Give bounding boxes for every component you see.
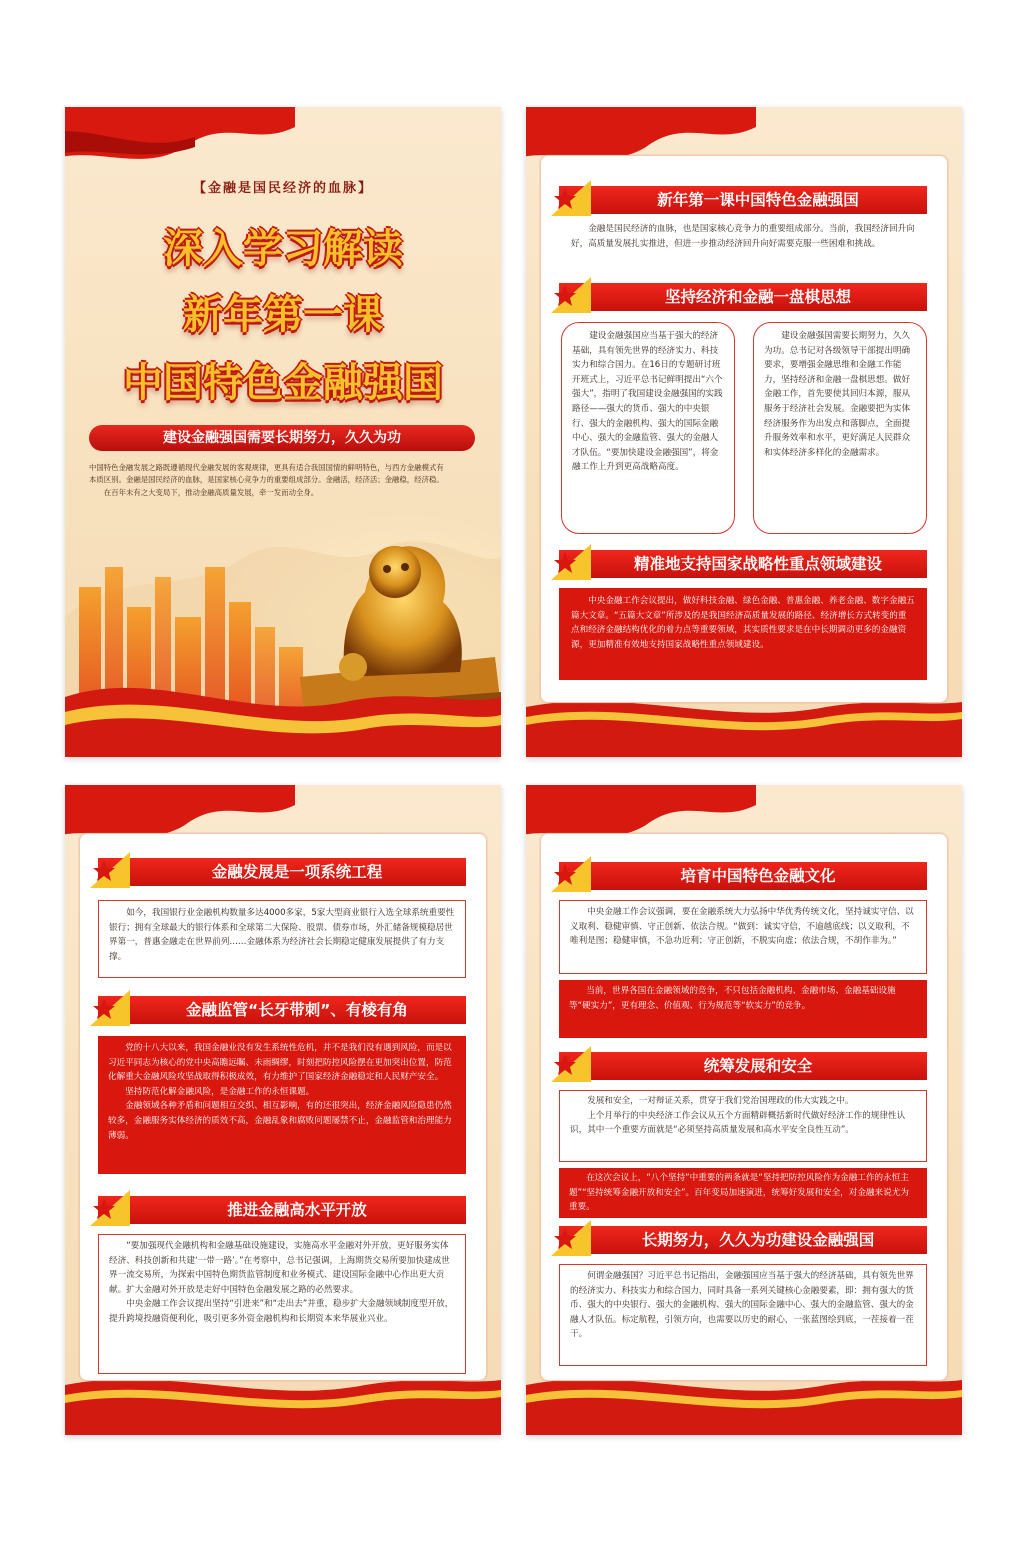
white-text-box [559, 900, 927, 974]
section-text: 金融是国民经济的血脉，也是国家核心竞争力的重要组成部分。当前，我国经济回升向好，高质量发展扎实推进，但进一步推动经济回升向好需要克服一些困难和挑战。 [571, 224, 915, 249]
section-title: 统筹发展和安全 [703, 1057, 813, 1075]
section-text: 中央金融工作会议强调，要在金融系统大力弘扬中华优秀传统文化，坚持诚实守信、以义取利、稳健审慎、守正创新、依法合规。“做到：诚实守信，不逾越底线；以义取利，不唯利是图；稳健审慎，不急功近利；守正创新，不脱实向虚；依法合规，不胡作非为。” [570, 907, 914, 947]
section-header [559, 186, 927, 214]
red-text-box [559, 588, 927, 680]
section-title: 坚持经济和金融一盘棋思想 [664, 288, 851, 306]
section-text: 建设金融强国需要长期努力，久久为功。总书记对各级领导干部提出明确要求，要增强金融思维和金融工作能力，坚持经济和金融一盘棋思想。做好金融工作，首先要使其回归本源，服从服务于经济社会发展。金融要把为实体经济服务作为出发点和落脚点，全面提升服务效率和水平，更好满足人民群众和实体经济多样化的金融需求。 [764, 331, 911, 458]
rounded-text-box [561, 322, 735, 534]
poster-page-3 [65, 785, 501, 1435]
city-skyline-lion-illustration [65, 507, 501, 757]
content-card [540, 155, 948, 703]
white-text-box [559, 1264, 927, 1366]
content-card [540, 833, 948, 1381]
section-text: 如今，我国银行业金融机构数量多达4000多家，5家大型商业银行入选全球系统重要性银行；拥有全球最大的银行体系和全球第二大保险、股票、债券市场，外汇储备规模稳居世界第一，普惠金融走在世界前列……金融体系为经济社会长期稳定健康发展提供了有力支撑。 [109, 908, 455, 962]
section-header [559, 862, 927, 890]
intro-line: 中国特色金融发展之路既遵循现代金融发展的客观规律，更具有适合我国国情的鲜明特色，与西方金融模式有 [89, 463, 444, 472]
section-text: 党的十八大以来，我国金融业没有发生系统性危机，并不是我们没有遇到风险，而是以习近平同志为核心的党中央高瞻远瞩、未雨绸缪，时刻把防控风险摆在更加突出位置，防范化解重大金融风险攻坚战取得积极成效，有力维护了国家经济金融稳定和人民财产安全。 [108, 1043, 452, 1083]
section-header [559, 1226, 927, 1254]
star-icon [551, 1220, 591, 1256]
star-icon [90, 1190, 130, 1226]
section-text: 何谓金融强国？习近平总书记指出，金融强国应当基于强大的经济基础，具有领先世界的经济实力、科技实力和综合国力，同时具备一系列关键核心金融要素，即：拥有强大的货币、强大的中央银行、强大的金融机构、强大的国际金融中心、强大的金融监管、强大的金融人才队伍。标定航程，引领方向，也需要以历史的耐心，一张蓝图绘到底，一茬接着一茬干。 [570, 1271, 914, 1340]
section-header [98, 996, 466, 1024]
star-icon [90, 852, 130, 888]
title-line-2: 新年第一课 [183, 292, 383, 338]
title-line-1: 深入学习解读 [163, 226, 403, 272]
intro-paragraph [89, 462, 477, 499]
poster-page-4 [526, 785, 962, 1435]
rounded-text-box [753, 322, 927, 534]
section-title: 精准地支持国家战略性重点领域建设 [633, 555, 882, 573]
star-icon [90, 990, 130, 1026]
tagline: 【金融是国民经济的血脉】 [192, 181, 373, 196]
red-text-box [559, 1168, 927, 1218]
section-title: 推进金融高水平开放 [227, 1201, 367, 1219]
section-header [559, 283, 927, 311]
section-title: 培育中国特色金融文化 [680, 867, 836, 885]
section-text: 建设金融强国应当基于强大的经济基础，具有领先世界的经济实力、科技实力和综合国力。在16日的专题研讨班开班式上，习近平总书记鲜明提出“六个强大”，指明了我国建设金融强国的实践路径——强大的货币、强大的中央银行、强大的金融机构、强大的国际金融中心、强大的金融监管、强大的金融人才队伍。“要加快建设金融强国”，将金融工作上升到更高战略高度。 [572, 331, 723, 473]
intro-line: 在百年未有之大变局下，推动金融高质量发展，牵一发而动全身。 [103, 487, 319, 497]
section-text: 当前，世界各国在金融领域的竞争，不只包括金融机构、金融市场、金融基础设施等“硬实力”，更有理念、价值观、行为规范等“软实力”的竞争。 [569, 986, 896, 1011]
section-text: 金融领域各种矛盾和问题相互交织、相互影响，有的还很突出，经济金融风险隐患仍然较多，金融服务实体经济的质效不高，金融乱象和腐败问题屡禁不止，金融监管和治理能力薄弱。 [108, 1101, 452, 1141]
section-header [559, 550, 927, 578]
section-header [98, 858, 466, 886]
title-line-3: 中国特色金融强国 [123, 360, 443, 406]
section-title: 金融监管“长牙带刺”、有棱有角 [186, 1001, 408, 1019]
section-title: 长期努力，久久为功建设金融强国 [641, 1231, 875, 1249]
section-header [98, 1196, 466, 1224]
intro-line: 本质区别。金融是国民经济的血脉，是国家核心竞争力的重要组成部分。金融活，经济活；金融稳，经济稳。 [89, 475, 444, 485]
red-text-box [559, 980, 927, 1038]
subtitle-banner: 建设金融强国需要长期努力，久久为功 [89, 425, 475, 451]
white-text-box [98, 900, 466, 978]
section-text: 中央金融工作会议提出坚持“引进来”和“走出去”并重，稳步扩大金融领域制度型开放，提升跨境投融资便利化，吸引更多外资金融机构和长期资本来华展业兴业。 [109, 1299, 454, 1324]
red-text-box [98, 1036, 466, 1174]
star-icon [551, 180, 591, 216]
section-header [559, 1052, 927, 1080]
section-text: 在这次会议上，“八个坚持”中重要的两条就是“坚持把防控风险作为金融工作的永恒主题”“坚持统筹金融开放和安全”。百年变局加速演进，统筹好发展和安全，对金融来说尤为重要。 [569, 1173, 909, 1213]
white-text-box [98, 1234, 466, 1374]
star-icon [551, 856, 591, 892]
section-text: 中央金融工作会议提出，做好科技金融、绿色金融、普惠金融、养老金融、数字金融五篇大文章。“五篇大文章”所涉及的是我国经济高质量发展的路径、经济增长方式转变的重点和经济金融结构优化的着力点等重要领域，其实质性要求是在中长期调动更多的金融资源，更加精准有效地支持国家战略性重点领域建设。 [571, 596, 915, 650]
section-text: “要加强现代金融机构和金融基础设施建设，实施高水平金融对外开放，更好服务实体经济、科技创新和共建‘一带一路’。”在考察中，总书记强调，上海期货交易所要加快建成世界一流交易所，为探索中国特色期货监管制度和业务模式、建设国际金融中心作出更大贡献。扩大金融对外开放是走好中国特色金融发展之路的必然要求。 [109, 1241, 450, 1295]
section-title: 金融发展是一项系统工程 [211, 863, 383, 881]
star-icon [551, 544, 591, 580]
poster-page-2 [526, 107, 962, 757]
poster-cover [65, 107, 501, 757]
star-icon [551, 1046, 591, 1082]
section-title: 新年第一课中国特色金融强国 [657, 191, 859, 209]
section-text: 坚持防范化解金融风险，是金融工作的永恒课题。 [125, 1086, 315, 1097]
white-text-box [559, 1090, 927, 1162]
content-card [79, 833, 487, 1381]
section-text: 发展和安全，一对辩证关系，贯穿于我们党治国理政的伟大实践之中。 [587, 1096, 854, 1106]
star-icon [551, 277, 591, 313]
red-flag-decoration [65, 107, 295, 187]
section-text: 上个月举行的中央经济工作会议从五个方面精辟概括新时代做好经济工作的规律性认识，其中一个重要方面就是“必须坚持高质量发展和高水平安全良性互动”。 [570, 1110, 906, 1136]
